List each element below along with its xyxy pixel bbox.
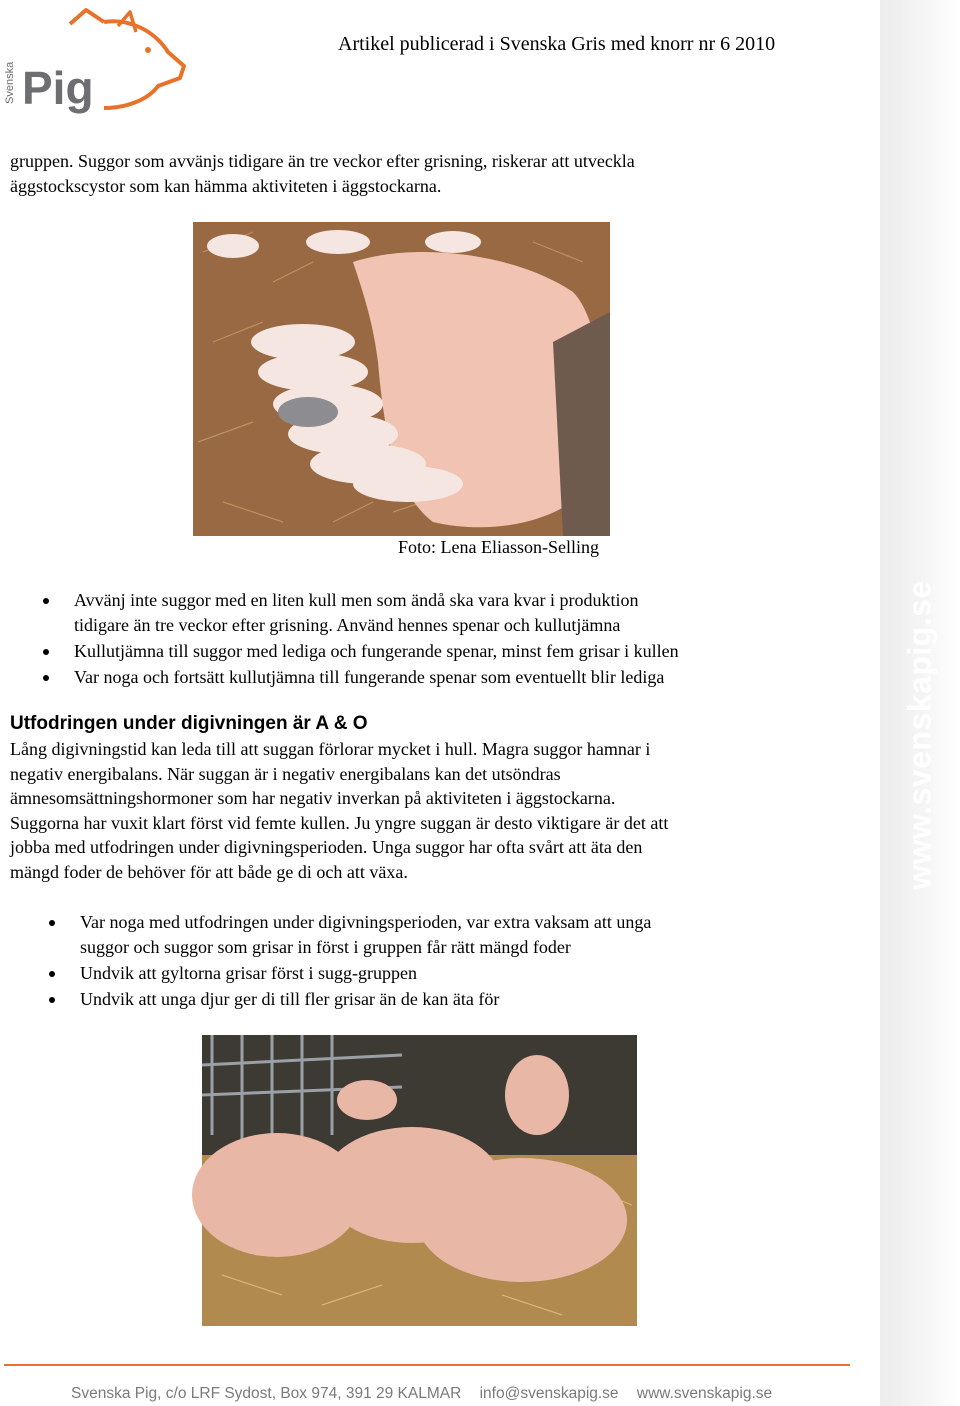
- list-item-line: Undvik att unga djur ger di till fler grisar än de kan äta för: [80, 988, 500, 1009]
- section-heading: Utfodringen under digivningen är A & O: [10, 713, 368, 734]
- bullet-icon: [49, 920, 55, 926]
- list-item-line: Var noga och fortsätt kullutjämna till fungerande spenar som eventuellt blir lediga: [74, 666, 665, 687]
- paragraph-line: Suggorna har vuxit klart först vid femte kullen. Ju yngre suggan är desto viktigare är det att: [10, 812, 669, 833]
- sow-nursing-photo: [193, 222, 610, 536]
- list-item: [16, 961, 876, 986]
- bullet-icon: [49, 971, 55, 977]
- bullet-list-feeding: [16, 910, 876, 1013]
- footer-website[interactable]: www.svenskapig.se: [636, 1385, 773, 1402]
- paragraph-line: negativ energibalans. När suggan är i negativ energibalans kan det utsöndras: [10, 763, 561, 784]
- photo1-caption: Foto: Lena Eliasson-Selling: [398, 537, 599, 557]
- list-item-line: tidigare än tre veckor efter grisning. Använd hennes spenar och kullutjämna: [74, 614, 621, 635]
- logo-vertical-text: Svenska: [4, 61, 16, 104]
- intro-line: gruppen. Suggor som avvänjs tidigare än tre veckor efter grisning, riskerar att utveckla: [10, 151, 635, 171]
- svenska-pig-logo: [4, 4, 188, 126]
- sows-in-straw-photo: [202, 1035, 637, 1326]
- list-item-line: suggor och suggor som grisar in först i gruppen får rätt mängd foder: [80, 936, 571, 957]
- bullet-icon: [49, 997, 55, 1003]
- paragraph-line: ämnesomsättningshormoner som har negativ inverkan på aktiviteten i äggstockarna.: [10, 788, 616, 808]
- list-item-line: Kullutjämna till suggor med lediga och fungerande spenar, minst fem grisar i kullen: [74, 640, 679, 661]
- sidebar-watermark: www.svenskapig.se: [901, 580, 938, 890]
- footer-address: Svenska Pig, c/o LRF Sydost, Box 974, 391 29 KALMAR: [71, 1385, 462, 1402]
- bullet-icon: [43, 675, 49, 681]
- intro-line: äggstockscystor som kan hämma aktiviteten i äggstockarna.: [10, 175, 442, 196]
- section-paragraph: [10, 737, 668, 884]
- paragraph-line: Lång digivningstid kan leda till att suggan förlorar mycket i hull. Magra suggor hamnar i: [10, 739, 651, 759]
- list-item-line: Var noga med utfodringen under digivningsperioden, var extra vaksam att unga: [80, 912, 652, 932]
- footer-email[interactable]: info@svenskapig.se: [479, 1385, 619, 1402]
- footer-rule: [4, 1364, 850, 1366]
- intro-paragraph: [10, 149, 635, 198]
- bullet-icon: [43, 649, 49, 655]
- bullet-icon: [43, 598, 49, 604]
- list-item-line: Undvik att gyltorna grisar först i sugg-gruppen: [80, 962, 417, 983]
- bullet-list-weaning: [10, 588, 870, 691]
- list-item-line: Avvänj inte suggor med en liten kull men som ändå ska vara kvar i produktion: [74, 590, 639, 610]
- list-item: [16, 910, 876, 959]
- paragraph-line: mängd foder de behöver för att både ge di och att växa.: [10, 861, 408, 882]
- paragraph-line: jobba med utfodringen under digivningsperioden. Unga suggor har ofta svårt att äta den: [10, 837, 643, 857]
- logo-brand-text: Pig: [22, 62, 94, 114]
- footer: [71, 1385, 786, 1403]
- list-item: [10, 639, 870, 664]
- header-title: Artikel publicerad i Svenska Gris med knorr nr 6 2010: [338, 33, 776, 55]
- list-item: [10, 665, 870, 690]
- list-item: [16, 987, 876, 1012]
- list-item: [10, 588, 870, 637]
